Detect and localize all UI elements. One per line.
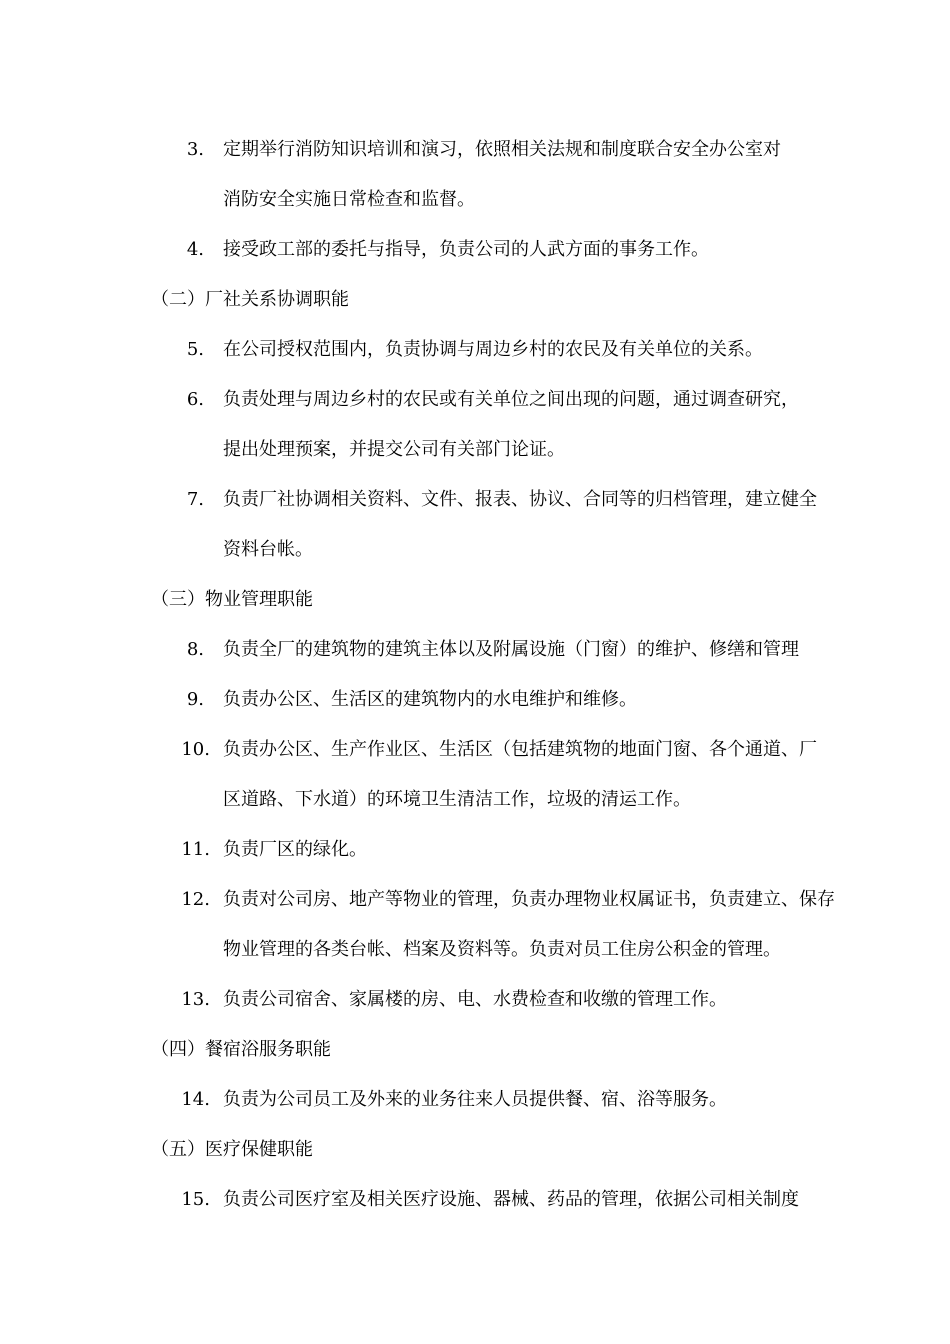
item-text: 负责公司医疗室及相关医疗设施、器械、药品的管理，依据公司相关制度 [223,1189,799,1210]
item-text: 负责办公区、生产作业区、生活区（包括建筑物的地面门窗、各个通道、厂 [223,739,817,760]
item-text: 负责为公司员工及外来的业务往来人员提供餐、宿、浴等服务。 [223,1089,727,1110]
item-text: 提出处理预案，并提交公司有关部门论证。 [223,439,565,460]
item-number: 5. [186,339,204,360]
item-text: 资料台帐。 [223,539,313,560]
item-text: 接受政工部的委托与指导，负责公司的人武方面的事务工作。 [223,239,709,260]
item-text: 负责公司宿舍、家属楼的房、电、水费检查和收缴的管理工作。 [223,989,727,1010]
item-text: 负责处理与周边乡村的农民或有关单位之间出现的问题，通过调查研究， [223,389,799,410]
item-number: 10. [181,739,210,760]
item-number: 7. [186,489,204,510]
item-text: 负责厂区的绿化。 [223,839,367,860]
section-heading-text: （三）物业管理职能 [151,589,313,610]
item-text: 负责对公司房、地产等物业的管理，负责办理物业权属证书，负责建立、保存 [223,889,835,910]
item-text: 物业管理的各类台帐、档案及资料等。负责对员工住房公积金的管理。 [223,939,781,960]
item-text: 区道路、下水道）的环境卫生清洁工作，垃圾的清运工作。 [223,789,691,810]
item-number: 4. [186,239,204,260]
item-number: 6. [186,389,204,410]
item-number: 9. [186,689,204,710]
item-number: 15. [181,1189,210,1210]
item-text: 定期举行消防知识培训和演习，依照相关法规和制度联合安全办公室对 [223,139,781,160]
item-text: 消防安全实施日常检查和监督。 [223,189,475,210]
section-heading-text: （二）厂社关系协调职能 [151,289,349,310]
section-heading-text: （四）餐宿浴服务职能 [151,1039,331,1060]
item-number: 11. [181,839,210,860]
item-number: 8. [186,639,204,660]
item-number: 13. [181,989,210,1010]
item-number: 14. [181,1089,210,1110]
item-text: 负责全厂的建筑物的建筑主体以及附属设施（门窗）的维护、修缮和管理 [223,639,799,660]
item-number: 12. [181,889,210,910]
item-number: 3. [186,139,204,160]
section-heading-text: （五）医疗保健职能 [151,1139,313,1160]
item-text: 负责办公区、生活区的建筑物内的水电维护和维修。 [223,689,637,710]
item-text: 在公司授权范围内，负责协调与周边乡村的农民及有关单位的关系。 [223,339,763,360]
item-text: 负责厂社协调相关资料、文件、报表、协议、合同等的归档管理，建立健全 [223,489,817,510]
